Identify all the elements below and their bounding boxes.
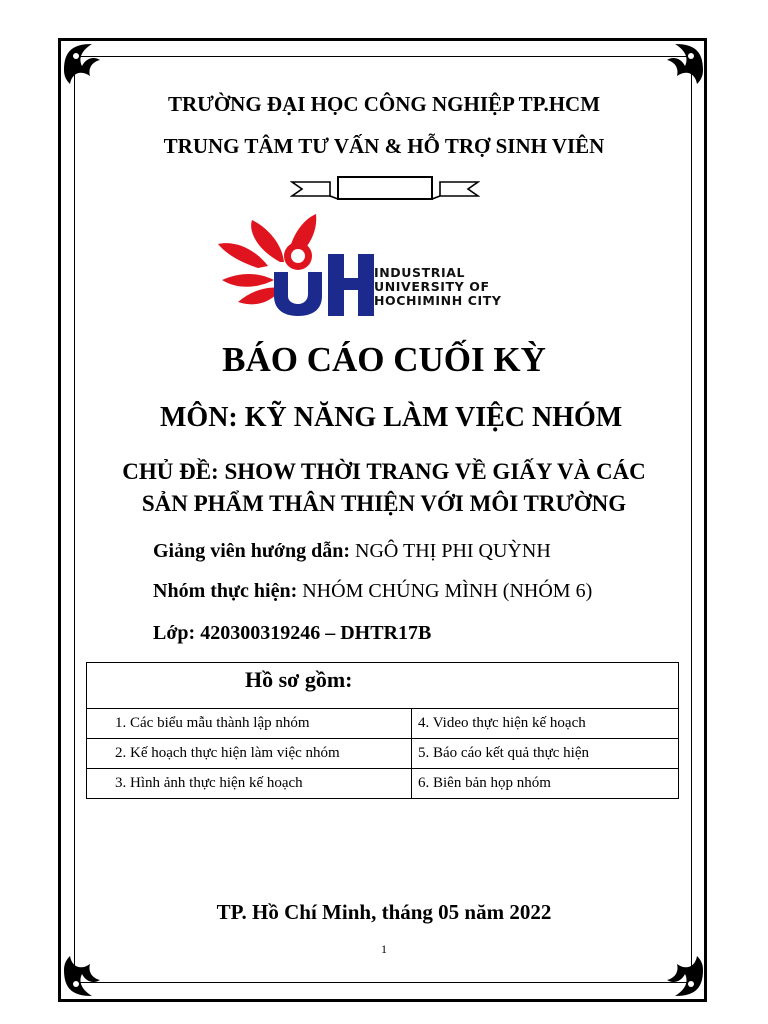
table-row [87, 739, 679, 769]
lecturer-label: Giảng viên hướng dẫn: [153, 540, 351, 562]
documents-table [86, 662, 679, 799]
class-info [153, 622, 431, 645]
logo-line-2: UNIVERSITY OF [374, 279, 490, 294]
table-cell: 4. Video thực hiện kế hoạch [412, 709, 679, 739]
topic-line-1: CHỦ ĐỀ: SHOW THỜI TRANG VỀ GIẤY VÀ CÁC [122, 459, 646, 484]
class-value: 420300319246 – DHTR17B [200, 622, 432, 644]
lecturer-info [153, 540, 551, 563]
table-row [87, 709, 679, 739]
logo-line-1: INDUSTRIAL [374, 265, 466, 280]
table-row [87, 769, 679, 799]
place-date: TP. Hồ Chí Minh, tháng 05 năm 2022 [216, 900, 552, 924]
table-cell: 2. Kế hoạch thực hiện làm việc nhóm [87, 739, 412, 769]
lecturer-value: NGÔ THỊ PHI QUỲNH [355, 540, 551, 562]
center-name: TRUNG TÂM TƯ VẤN & HỖ TRỢ SINH VIÊN [163, 134, 605, 158]
group-value: NHÓM CHÚNG MÌNH (NHÓM 6) [302, 580, 593, 602]
group-label: Nhóm thực hiện: [153, 580, 298, 602]
divider-ribbon [290, 174, 480, 204]
group-info [153, 580, 592, 603]
topic-block [0, 456, 768, 520]
table-cell: 3. Hình ảnh thực hiện kế hoạch [87, 769, 412, 799]
logo-wordmark [374, 266, 502, 308]
topic-line-2: SẢN PHẨM THÂN THIỆN VỚI MÔI TRƯỜNG [141, 491, 627, 516]
logo-line-3: HOCHIMINH CITY [374, 293, 502, 308]
university-name: TRƯỜNG ĐẠI HỌC CÔNG NGHIỆP TP.HCM [167, 92, 601, 116]
subject-line: MÔN: KỸ NĂNG LÀM VIỆC NHÓM [160, 402, 623, 433]
documents-header-row [87, 663, 679, 709]
page-number: 1 [381, 942, 387, 956]
table-cell: 5. Báo cáo kết quả thực hiện [412, 739, 679, 769]
report-title: BÁO CÁO CUỐI KỲ [222, 340, 546, 379]
table-cell: 6. Biên bản họp nhóm [412, 769, 679, 799]
documents-header: Hồ sơ gồm: [87, 663, 679, 709]
table-cell: 1. Các biểu mẫu thành lập nhóm [87, 709, 412, 739]
class-label: Lớp: [153, 622, 196, 644]
